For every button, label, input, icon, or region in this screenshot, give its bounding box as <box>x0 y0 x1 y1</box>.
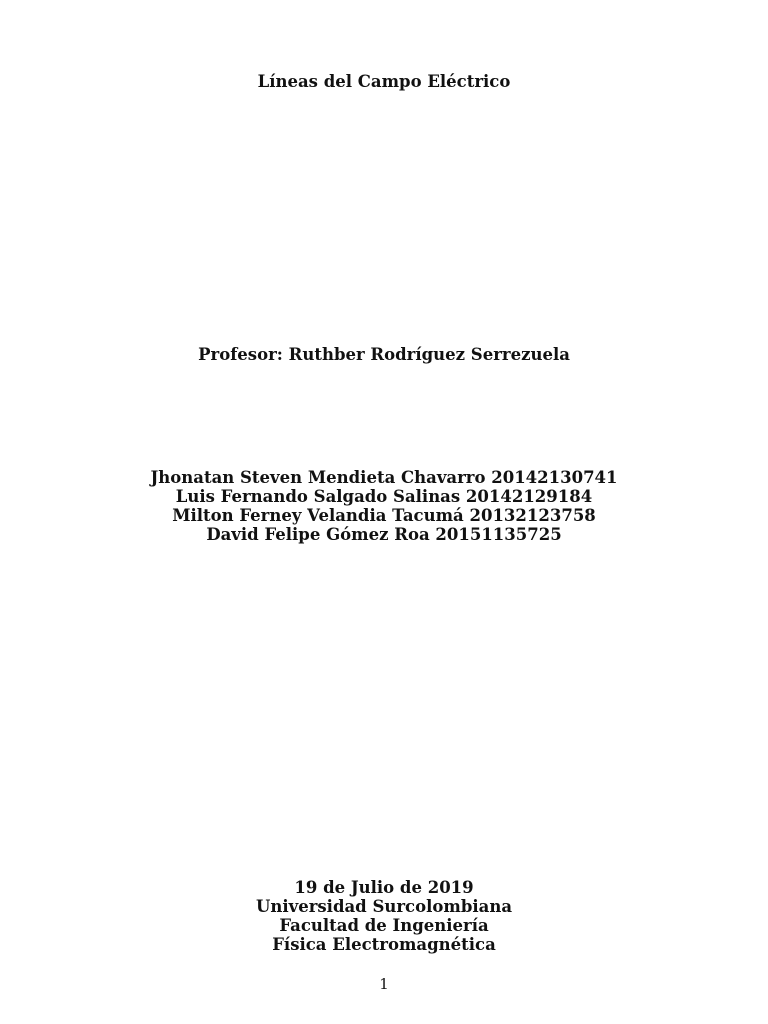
student-name: Luis Fernando Salgado Salinas 20142129184 <box>175 487 593 506</box>
document-title: Líneas del Campo Eléctrico <box>257 72 511 91</box>
page-number: 1 <box>379 975 389 993</box>
student-list <box>0 468 768 544</box>
student-name: David Felipe Gómez Roa 20151135725 <box>206 525 562 544</box>
faculty-line: Facultad de Ingeniería <box>279 916 489 935</box>
document-footer <box>0 878 768 954</box>
date-line: 19 de Julio de 2019 <box>294 878 474 897</box>
professor-line: Profesor: Ruthber Rodríguez Serrezuela <box>198 345 570 364</box>
student-name: Milton Ferney Velandia Tacumá 20132123758 <box>172 506 596 525</box>
university-line: Universidad Surcolombiana <box>255 897 513 916</box>
student-name: Jhonatan Steven Mendieta Chavarro 20142130741 <box>150 468 618 487</box>
course-line: Física Electromagnética <box>272 935 496 954</box>
